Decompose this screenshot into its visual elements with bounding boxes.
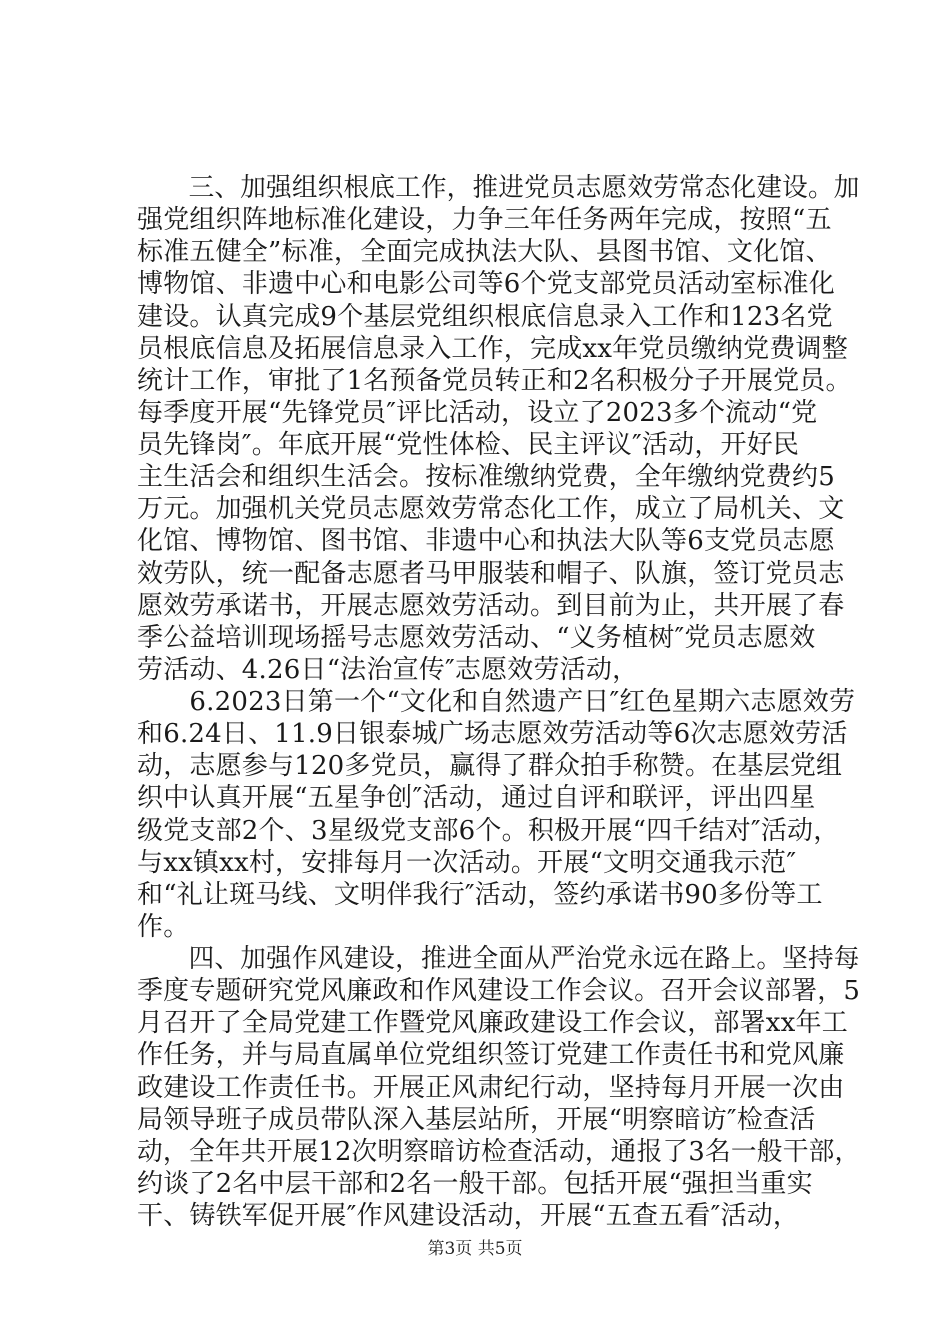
- text-line: 三、加强组织根底工作，推进党员志愿效劳常态化建设。加: [137, 173, 860, 203]
- text-line: 织中认真开展“五星争创″活动，通过自评和联评，评出四星: [137, 783, 816, 813]
- text-line: 动，志愿参与120多党员，赢得了群众拍手称赞。在基层党组: [137, 751, 843, 781]
- text-line: 员根底信息及拓展信息录入工作，完成xx年党员缴纳党费调整: [137, 334, 848, 364]
- text-line: 月召开了全局党建工作暨党风廉政建设工作会议，部署xx年工: [137, 1008, 848, 1038]
- text-line: 干、铸铁军促开展″作风建设活动，开展“五查五看″活动，: [137, 1201, 800, 1231]
- text-line: 与xx镇xx村，安排每月一次活动。开展“文明交通我示范″: [137, 848, 797, 878]
- text-line: 每季度开展“先锋党员″评比活动，设立了2023多个流动“党: [137, 398, 818, 428]
- text-line: 劳活动、4.26日“法治宣传″志愿效劳活动，: [137, 655, 639, 685]
- text-line: 作。: [137, 912, 190, 942]
- text-line: 季公益培训现场摇号志愿效劳活动、“义务植树″党员志愿效: [137, 623, 816, 653]
- text-line: 员先锋岗″。年底开展“党性体检、民主评议″活动，开好民: [137, 430, 800, 460]
- text-line: 和6.24日、11.9日银泰城广场志愿效劳活动等6次志愿效劳活: [137, 719, 848, 749]
- text-line: 愿效劳承诺书，开展志愿效劳活动。到目前为止，共开展了春: [137, 591, 845, 621]
- text-line: 化馆、博物馆、图书馆、非遗中心和执法大队等6支党员志愿: [137, 526, 835, 556]
- text-line: 局领导班子成员带队深入基层站所，开展“明察暗访″检查活: [137, 1105, 816, 1135]
- text-line: 统计工作，审批了1名预备党员转正和2名积极分子开展党员。: [137, 366, 852, 396]
- text-line: 6.2023日第一个“文化和自然遗产日″红色星期六志愿效劳: [137, 687, 856, 717]
- text-line: 万元。加强机关党员志愿效劳常态化工作，成立了局机关、文: [137, 494, 845, 524]
- text-line: 动，全年共开展12次明察暗访检查活动，通报了3名一般干部，: [137, 1137, 861, 1167]
- text-line: 标准五健全”标准，全面完成执法大队、县图书馆、文化馆、: [137, 237, 832, 267]
- text-line: 博物馆、非遗中心和电影公司等6个党支部党员活动室标准化: [137, 269, 835, 299]
- text-line: 主生活会和组织生活会。按标准缴纳党费，全年缴纳党费约5: [137, 462, 835, 492]
- page-number-footer: 第3页 共5页: [427, 1239, 523, 1259]
- text-line: 作任务，并与局直属单位党组织签订党建工作责任书和党风廉: [137, 1040, 845, 1070]
- text-line: 强党组织阵地标准化建设，力争三年任务两年完成，按照“五: [137, 205, 832, 235]
- text-line: 建设。认真完成9个基层党组织根底信息录入工作和123名党: [137, 302, 833, 332]
- text-line: 政建设工作责任书。开展正风肃纪行动，坚持每月开展一次由: [137, 1073, 845, 1103]
- text-line: 约谈了2名中层干部和2名一般干部。包括开展“强担当重实: [137, 1169, 813, 1199]
- text-line: 和“礼让斑马线、文明伴我行″活动，签约承诺书90多份等工: [137, 880, 823, 910]
- text-line: 级党支部2个、3星级党支部6个。积极开展“四千结对″活动，: [137, 816, 840, 846]
- text-line: 效劳队，统一配备志愿者马甲服装和帽子、队旗，签订党员志: [137, 559, 845, 589]
- text-line: 季度专题研究党风廉政和作风建设工作会议。召开会议部署，5: [137, 976, 861, 1006]
- text-line: 四、加强作风建设，推进全面从严治党永远在路上。坚持每: [137, 944, 860, 974]
